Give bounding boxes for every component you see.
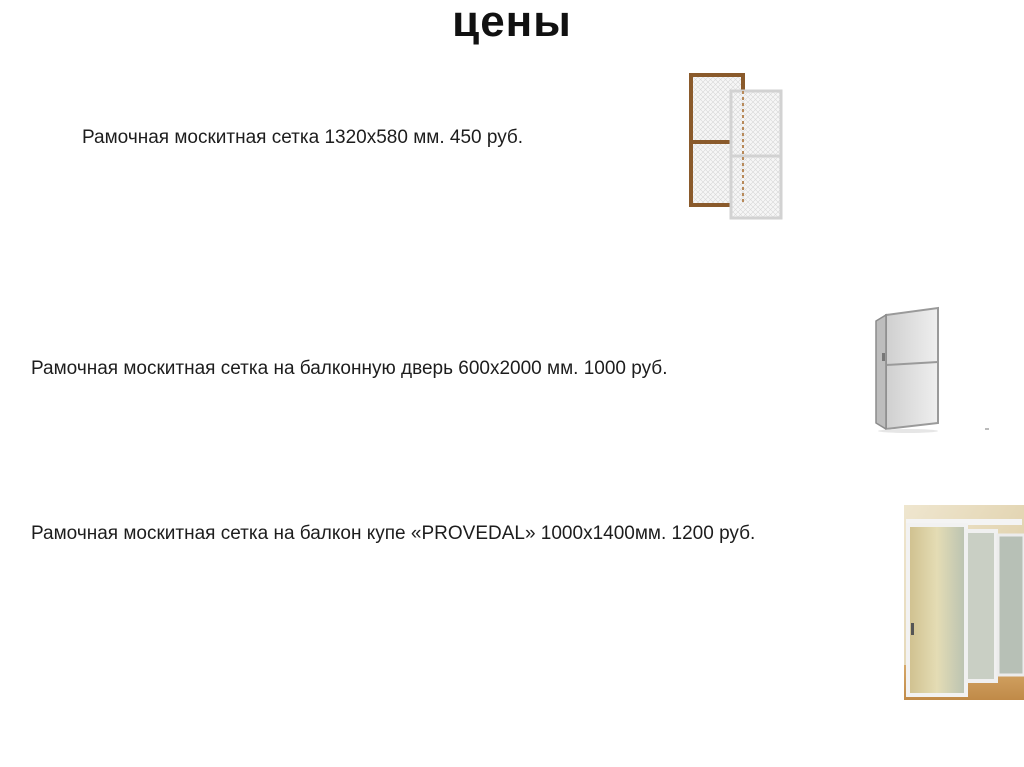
price-item-2-text: Рамочная москитная сетка на балконную дверь 600х2000 мм. 1000 руб. — [31, 358, 668, 379]
sliding-balcony-photo — [904, 505, 1024, 700]
slide-title: цены — [452, 0, 572, 46]
price-item-1-text: Рамочная москитная сетка 1320х580 мм. 450 руб. — [82, 127, 524, 148]
decorative-dash — [985, 428, 989, 430]
price-item-3-text: Рамочная москитная сетка на балкон купе «PROVEDAL» 1000х1400мм. 1200 руб. — [31, 523, 756, 544]
balcony-door-net-image — [872, 305, 942, 433]
framed-net-image — [688, 72, 786, 222]
